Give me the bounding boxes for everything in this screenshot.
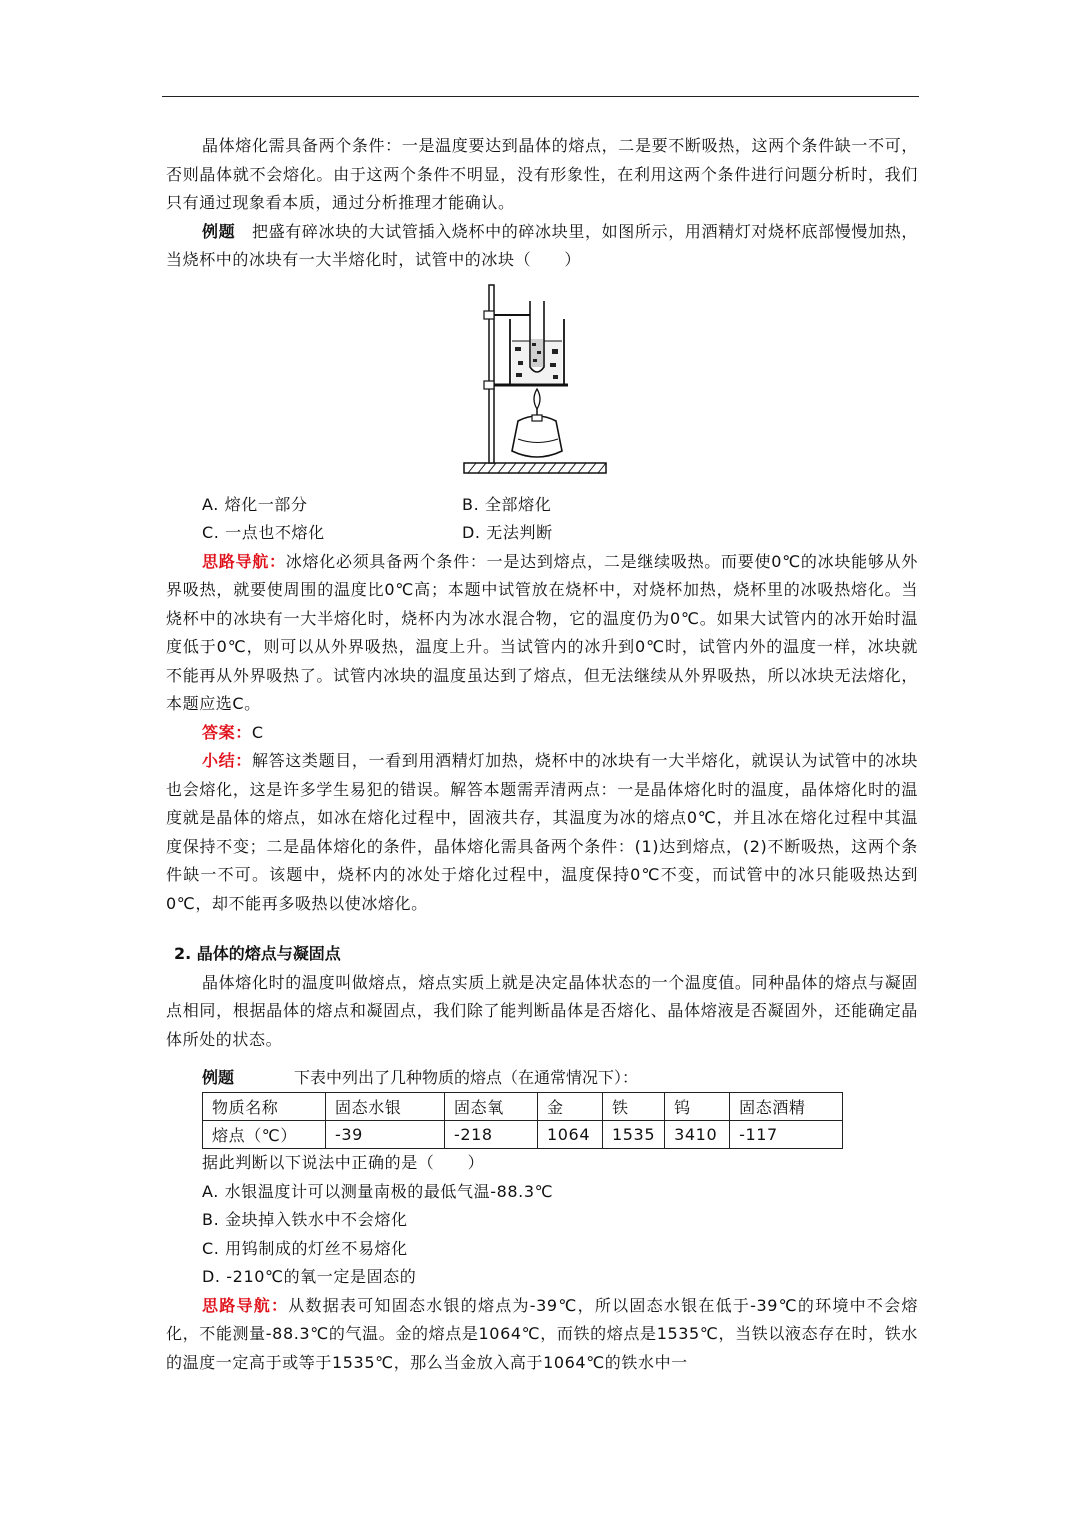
table-cell: 固态氧 xyxy=(445,1093,538,1121)
example1-option-d: D. 无法判断 xyxy=(462,522,553,542)
example2-analysis-text: 从数据表可知固态水银的熔点为-39℃，所以固态水银在低于-39℃的环境中不会熔化，不能测量-88.3℃的气温。金的熔点是1064℃，而铁的熔点是1535℃，当铁以液态存在时，铁水的温度一定高于或等于1535℃，那么当金放入高于1064℃的铁水中一 xyxy=(166,1295,918,1372)
example2-option-d: D. -210℃的氧一定是固态的 xyxy=(202,1267,417,1286)
table-cell: -218 xyxy=(445,1121,538,1149)
example1-answer-value: C xyxy=(251,722,264,742)
example1-label: 例题 xyxy=(202,221,236,241)
melting-point-table xyxy=(202,1092,843,1149)
example1-options xyxy=(166,491,918,548)
table-cell: 3410 xyxy=(665,1121,730,1149)
example1-question xyxy=(166,218,918,275)
example1-analysis-label: 思路导航： xyxy=(202,551,286,571)
table-cell: 物质名称 xyxy=(203,1093,326,1121)
example1-summary xyxy=(166,747,918,918)
example1-summary-text: 解答这类题目，一看到用酒精灯加热，烧杯中的冰块有一大半熔化，就误认为试管中的冰块也会熔化，这是许多学生易犯的错误。解答本题需弄清两点：一是晶体熔化时的温度，晶体熔化时的温度就是晶体的熔点，如冰在熔化过程中，固液共存，其温度为冰的熔点0℃，并且冰在熔化过程中其温度保持不变；二是晶体熔化的条件，晶体熔化需具备两个条件：(1)达到熔点，(2)不断吸热，这两个条件缺一不可。该题中，烧杯内的冰处于熔化过程中，温度保持0℃不变，而试管中的冰只能吸热达到0℃，却不能再多吸热以使冰熔化。 xyxy=(166,751,918,913)
example2-question: 据此判断以下说法中正确的是（ ） xyxy=(202,1153,485,1172)
heating-apparatus-illustration xyxy=(462,281,612,477)
example1-option-a: A. 熔化一部分 xyxy=(202,494,308,514)
table-cell: 钨 xyxy=(665,1093,730,1121)
table-cell: 固态水银 xyxy=(326,1093,445,1121)
example2-intro-text: 下表中列出了几种物质的熔点（在通常情况下）： xyxy=(294,1068,639,1087)
example2-analysis xyxy=(166,1292,918,1378)
example1-analysis-text: 冰熔化必须具备两个条件：一是达到熔点，二是继续吸热。而要使0℃的冰块能够从外界吸热，就要使周围的温度比0℃高；本题中试管放在烧杯中，对烧杯加热，烧杯里的冰吸热熔化。当烧杯中的冰块有一大半熔化时，烧杯内为冰水混合物，它的温度仍为0℃。如果大试管内的冰开始时温度低于0℃，则可以从外界吸热，温度上升。当试管内的冰升到0℃时，试管内外的温度一样，冰块就不能再从外界吸热了。试管内冰块的温度虽达到了熔点，但无法继续从外界吸热，所以冰块无法熔化，本题应选C。 xyxy=(166,551,918,713)
section2-heading: 2. 晶体的熔点与凝固点 xyxy=(174,944,341,963)
table-header-row xyxy=(203,1093,843,1121)
section2-paragraph: 晶体熔化时的温度叫做熔点，熔点实质上就是决定晶体状态的一个温度值。同种晶体的熔点与凝固点相同，根据晶体的熔点和凝固点，我们除了能判断晶体是否熔化、晶体熔液是否凝固外，还能确定晶体所处的状态。 xyxy=(166,972,918,1049)
page-content xyxy=(166,132,918,1377)
example1-option-b: B. 全部熔化 xyxy=(462,494,552,514)
table-row xyxy=(203,1121,843,1149)
table-cell: -39 xyxy=(326,1121,445,1149)
example1-analysis xyxy=(166,548,918,719)
example2-option-b: B. 金块掉入铁水中不会熔化 xyxy=(202,1210,408,1229)
example2-option-a: A. 水银温度计可以测量南极的最低气温-88.3℃ xyxy=(202,1181,554,1201)
table-cell: 固态酒精 xyxy=(730,1093,843,1121)
example2-analysis-label: 思路导航： xyxy=(202,1295,289,1315)
header-rule xyxy=(162,96,919,97)
table-cell: 铁 xyxy=(603,1093,665,1121)
table-cell: -117 xyxy=(730,1121,843,1149)
apparatus-figure xyxy=(166,281,918,481)
example1-answer-label: 答案： xyxy=(202,722,252,742)
example2-option-c: C. 用钨制成的灯丝不易熔化 xyxy=(202,1238,408,1258)
intro-paragraph: 晶体熔化需具备两个条件：一是温度要达到晶体的熔点，二是要不断吸热，这两个条件缺一不可，否则晶体就不会熔化。由于这两个条件不明显，没有形象性，在利用这两个条件进行问题分析时，我们只有通过现象看本质，通过分析推理才能确认。 xyxy=(166,136,918,212)
example1-question-text: 把盛有碎冰块的大试管插入烧杯中的碎冰块里，如图所示，用酒精灯对烧杯底部慢慢加热，当烧杯中的冰块有一大半熔化时，试管中的冰块（ ） xyxy=(166,221,918,269)
example2-label: 例题 xyxy=(202,1068,235,1087)
example1-option-c: C. 一点也不熔化 xyxy=(202,522,325,542)
example1-summary-label: 小结： xyxy=(202,751,252,770)
table-cell: 1535 xyxy=(603,1121,665,1149)
table-cell: 1064 xyxy=(538,1121,603,1149)
table-cell: 熔点（℃） xyxy=(203,1121,326,1149)
example1-answer xyxy=(166,719,918,748)
example2-intro xyxy=(202,1064,918,1092)
table-cell: 金 xyxy=(538,1093,603,1121)
